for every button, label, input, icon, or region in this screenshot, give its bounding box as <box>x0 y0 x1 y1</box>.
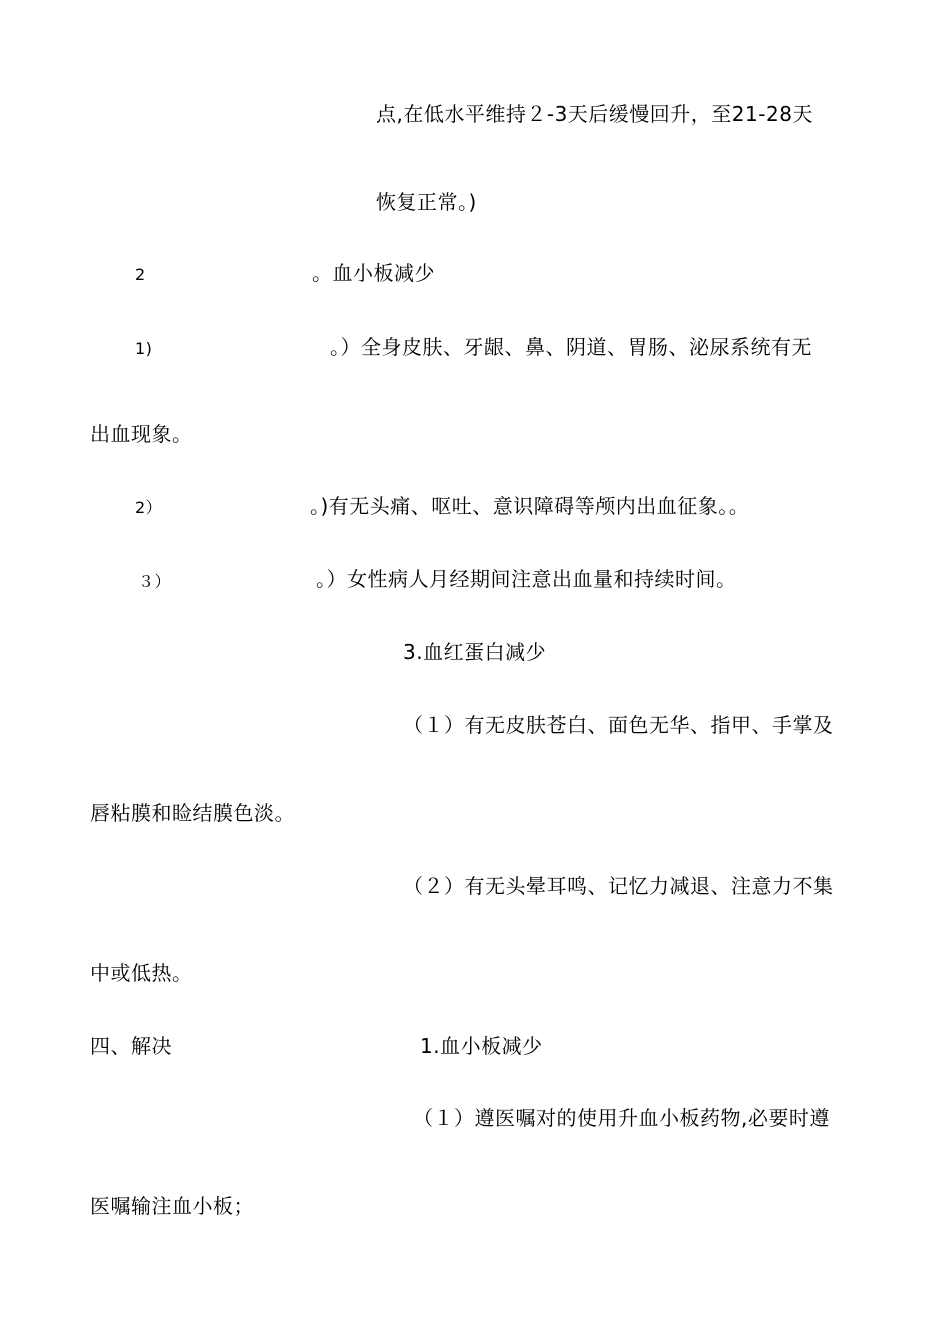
list-number-3: ３） <box>138 572 172 591</box>
list-number-2: 2 <box>135 265 146 284</box>
text-line-menstruation: 。）女性病人月经期间注意出血量和持续时间。 <box>316 567 737 591</box>
text-line-bleeding-cont: 出血现象。 <box>90 422 193 446</box>
section-heading-platelet: 。血小板减少 <box>312 261 435 285</box>
text-line-bleeding: 。）全身皮肤、牙龈、鼻、阴道、胃肠、泌尿系统有无 <box>330 335 812 359</box>
section-heading-solution: 四、解决 <box>90 1034 172 1058</box>
text-line-pallor-cont: 唇粘膜和睑结膜色淡。 <box>90 801 295 825</box>
text-line-pallor: （１）有无皮肤苍白、面色无华、指甲、手掌及 <box>403 713 834 737</box>
text-line-2: 恢复正常。) <box>376 190 477 214</box>
section-heading-hemoglobin: 3.血红蛋白减少 <box>403 640 547 664</box>
text-line-dizziness-cont: 中或低热。 <box>90 961 193 985</box>
list-number-1: 1) <box>135 339 153 358</box>
text-line-1: 点,在低水平维持２-3天后缓慢回升，至21-28天 <box>376 102 813 126</box>
list-number-2b: 2） <box>135 498 163 517</box>
text-line-headache: 。)有无头痛、呕吐、意识障碍等颅内出血征象。。 <box>310 494 750 518</box>
text-line-dizziness: （２）有无头晕耳鸣、记忆力减退、注意力不集 <box>403 874 834 898</box>
text-line-medication: （１）遵医嘱对的使用升血小板药物,必要时遵 <box>413 1106 830 1130</box>
subsection-heading-platelet: 1.血小板减少 <box>420 1034 543 1058</box>
text-line-medication-cont: 医嘱输注血小板； <box>90 1194 254 1218</box>
